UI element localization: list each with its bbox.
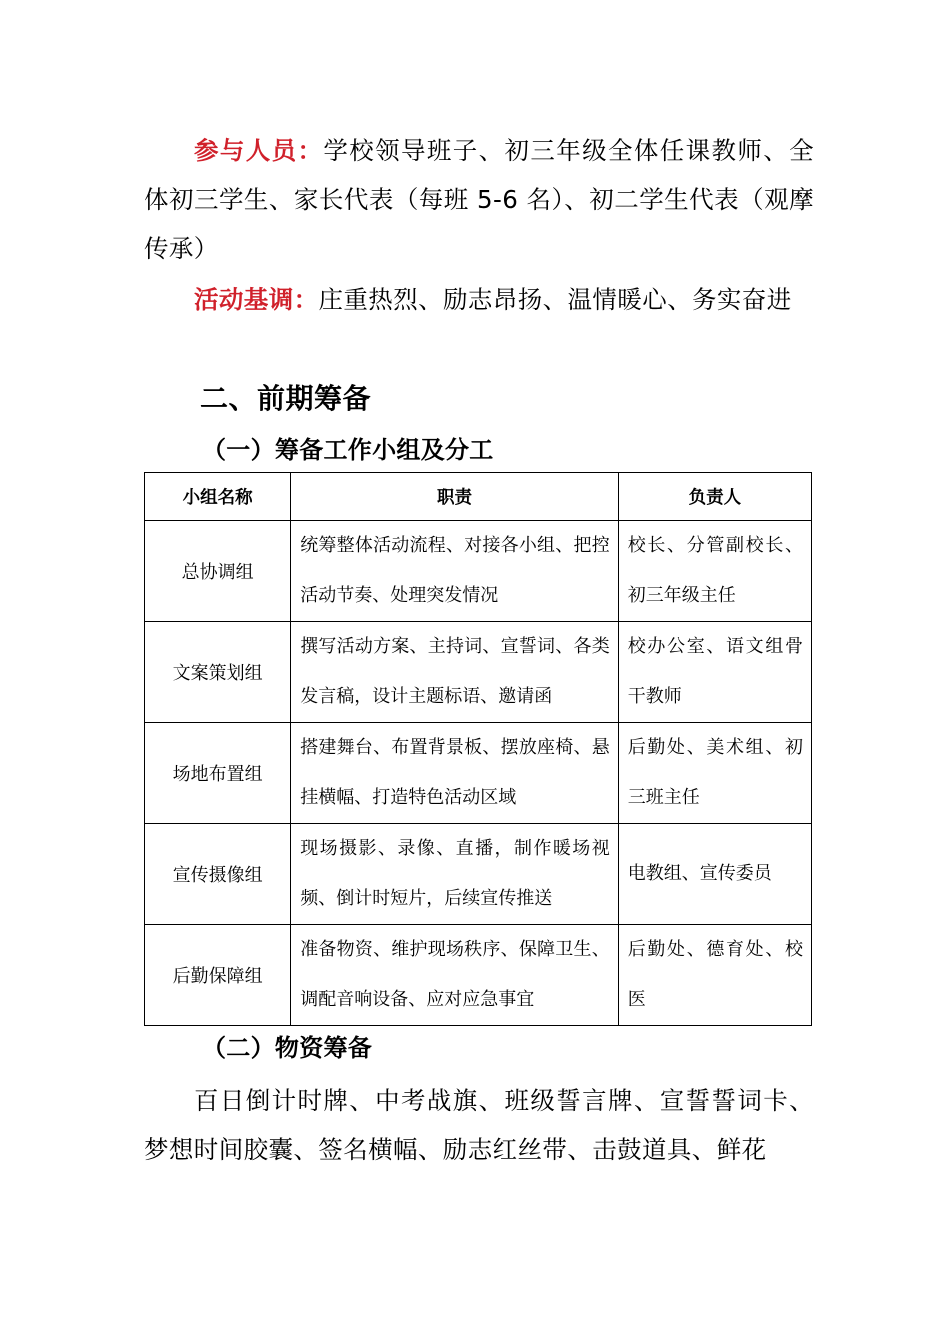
group-name-cell: 总协调组 (145, 521, 291, 622)
group-name-cell: 场地布置组 (145, 723, 291, 824)
participants-text: 学校领导班子、初三年级全体任课教师、全体初三学生、家长代表（每班 5-6 名）、初二学生代表（观摩传承） (144, 136, 814, 263)
section-title: 二、前期筹备 (200, 382, 372, 415)
groups-table (144, 472, 812, 1026)
table-row (145, 723, 812, 824)
subsection-title-groups: （一）筹备工作小组及分工 (202, 436, 494, 464)
duty-cell: 准备物资、维护现场秩序、保障卫生、调配音响设备、应对应急事宜 (291, 925, 618, 1026)
owner-cell: 校办公室、语文组骨干教师 (618, 622, 811, 723)
table-row (145, 521, 812, 622)
header-owner: 负责人 (618, 473, 811, 521)
tone-label: 活动基调： (194, 285, 319, 314)
duty-cell: 现场摄影、录像、直播，制作暖场视频、倒计时短片，后续宣传推送 (291, 824, 618, 925)
duty-cell: 搭建舞台、布置背景板、摆放座椅、悬挂横幅、打造特色活动区域 (291, 723, 618, 824)
owner-cell: 电教组、宣传委员 (618, 824, 811, 925)
duty-cell: 撰写活动方案、主持词、宣誓词、各类发言稿，设计主题标语、邀请函 (291, 622, 618, 723)
owner-cell: 校长、分管副校长、初三年级主任 (618, 521, 811, 622)
table-row (145, 622, 812, 723)
duty-cell: 统筹整体活动流程、对接各小组、把控活动节奏、处理突发情况 (291, 521, 618, 622)
group-name-cell: 文案策划组 (145, 622, 291, 723)
group-name-cell: 宣传摄像组 (145, 824, 291, 925)
table-row (145, 824, 812, 925)
owner-cell: 后勤处、美术组、初三班主任 (618, 723, 811, 824)
tone-text: 庄重热烈、励志昂扬、温情暖心、务实奋进 (318, 285, 792, 314)
participants-paragraph (144, 126, 814, 273)
owner-cell: 后勤处、德育处、校医 (618, 925, 811, 1026)
table-row (145, 925, 812, 1026)
subsection-title-materials: （二）物资筹备 (202, 1034, 373, 1062)
header-group-name: 小组名称 (145, 473, 291, 521)
header-duty: 职责 (291, 473, 618, 521)
materials-paragraph: 百日倒计时牌、中考战旗、班级誓言牌、宣誓誓词卡、梦想时间胶囊、签名横幅、励志红丝带、击鼓道具、鲜花 (144, 1086, 814, 1164)
group-name-cell: 后勤保障组 (145, 925, 291, 1026)
table-header-row (145, 473, 812, 521)
tone-paragraph (144, 275, 814, 324)
participants-label: 参与人员： (194, 136, 324, 165)
